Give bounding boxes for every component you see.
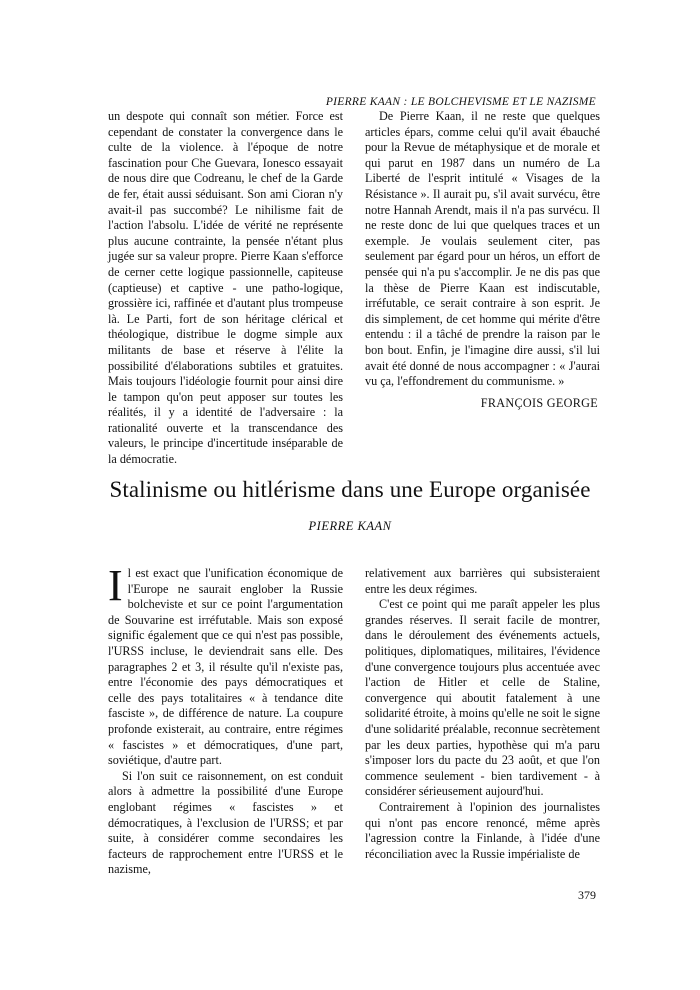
paragraph: C'est ce point qui me paraît appeler les plus grandes réserves. Il serait facile de montrer, dans le déroulement des événements actuels, politiques, diplomatiques, militaires, l'évidence d'une convergence toujours plus accentuée avec l'action de Hitler et celle de Staline, convergence qui aboutit fatalement à une solidarité étroite, à moins qu'elle ne soit le signe d'une solidarité préalable, reconnue secrètement par les deux parties, hypothèse qui m'a paru s'imposer lors du pacte du 23 août, et que l'on commence seulement - bien tardivement - à considérer sérieusement aujourd'hui. <box>365 597 600 799</box>
top-article-column-left <box>108 109 343 468</box>
article-author: PIERRE KAAN <box>308 519 392 533</box>
top-article-column-right <box>365 109 600 390</box>
article-signature: FRANÇOIS GEORGE <box>480 396 598 410</box>
paragraph: relativement aux barrières qui subsisteraient entre les deux régimes. <box>365 566 600 596</box>
paragraph-text: l est exact que l'unification économique de l'Europe ne saurait englober la Russie bolcheviste et sur ce point l'argumentation de Souvarine est irréfutable. Mais son exposé signific également que ce qui n'est pas possible, l'URSS incluse, le deviendrait sans elle. Des paragraphes 2 et 3, il résulte qu'il n'existe pas, entre l'économie des pays démocratiques et celle des pays totalitaires « à tendance dite fasciste », de différence de nature. La coupure profonde existerait, au contraire, entre régimes « fascistes » et démocratiques, d'une part, soviétique, d'autre part. <box>108 566 343 768</box>
article-column-left <box>108 561 343 878</box>
running-header: PIERRE KAAN : LE BOLCHEVISME ET LE NAZISME <box>325 96 596 108</box>
paragraph: De Pierre Kaan, il ne reste que quelques articles épars, comme celui qu'il avait ébauché pour la Revue de métaphysique et de morale et qui parut en 1987 dans un numéro de La Liberté de l'esprit intitulé « Visages de la Résistance ». Il aurait pu, s'il avait survécu, être notre Hannah Arendt, mais il n'a pas survécu. Il ne reste donc de lui que quelques traces et un exemple. Je voulais seulement citer, pas seulement par égard pour un héros, un effort de pensée qui n'a pu s'accomplir. Je ne dis pas que la thèse de Pierre Kaan est indiscutable, irréfutable, ce serait contraire à son esprit. Je dis simplement, de cet homme qui mérite d'être entendu : il a tâché de prendre la raison par le bon bout. Enfin, je l'imagine dire aussi, s'il lui avait été donné de nous accompagner : « J'aurai vu ça, l'effondrement du communisme. » <box>365 109 600 389</box>
drop-cap: I <box>108 561 123 610</box>
paragraph <box>108 561 343 769</box>
paragraph: un despote qui connaît son métier. Force est cependant de constater la convergence dans le culte de la violence. à l'époque de notre fascination pour Che Guevara, Ionesco essayait de nous dire que Codreanu, le chef de la Garde de fer, était aussi séduisant. Son ami Cioran n'y avait-il pas succombé? Le nihilisme fait de l'action l'absolu. L'idée de vérité ne représente plus aucune contrainte, la pensée n'étant plus jugée sur sa valeur propre. Pierre Kaan s'efforce de cerner cette logique passionnelle, capiteuse (captieuse) et captive - une patho-logique, grossière ici, raffinée et d'autant plus trompeuse là. Le Parti, fort de son héritage clérical et théologique, distribue le dogme simple aux militants de base et réserve à l'élite la possibilité d'élaborations subtiles et gratuites. Mais toujours l'idéologie fournit pour ainsi dire le tampon qu'on peut apposer sur toutes les réalités, il y a identité de l'adversaire : la rationalité ouverte et la transcendance des valeurs, le principe d'incertitude inséparable de la démocratie. <box>108 109 343 467</box>
page-number: 379 <box>578 888 596 902</box>
paragraph: Si l'on suit ce raisonnement, on est conduit alors à admettre la possibilité d'une Europe englobant régimes « fascistes » et démocratiques, à l'exclusion de l'URSS; et par suite, à considérer comme secondaires les facteurs de rapprochement entre l'URSS et le nazisme, <box>108 768 343 877</box>
paragraph: Contrairement à l'opinion des journalistes qui n'ont pas encore renoncé, même après l'agression contre la Finlande, à l'idée d'une réconciliation avec la Russie impérialiste de <box>365 799 600 861</box>
article-column-right <box>365 566 600 862</box>
article-title: Stalinisme ou hitlérisme dans une Europe organisée <box>109 477 591 502</box>
